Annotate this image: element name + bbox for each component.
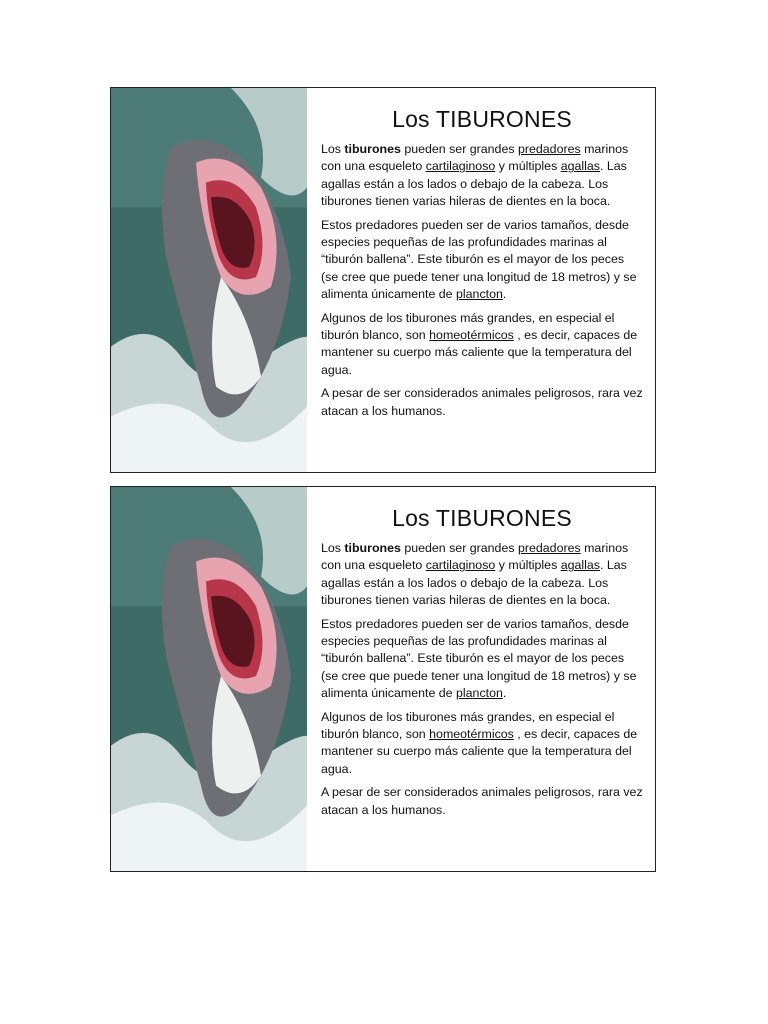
paragraph-danger: A pesar de ser considerados animales peligrosos, rara vez atacan a los humanos. — [321, 386, 643, 418]
shark-photo — [111, 88, 307, 472]
paragraph-danger: A pesar de ser considerados animales peligrosos, rara vez atacan a los humanos. — [321, 785, 643, 817]
paragraph-sizes: Estos predadores pueden ser de varios tamaños, desde especies pequeñas de las profundidades marinas al “tiburón ballena”. Este tiburón es el mayor de los peces (se cree que puede tener una longitud de 18 metros) y se alimenta únicamente de plancton. — [321, 616, 637, 701]
paragraph-sizes: Estos predadores pueden ser de varios tamaños, desde especies pequeñas de las profundidades marinas al “tiburón ballena”. Este tiburón es el mayor de los peces (se cree que puede tener una longitud de 18 metros) y se alimenta únicamente de plancton. — [321, 217, 637, 302]
card-title: Los TIBURONES — [392, 505, 572, 531]
shark-info-card — [110, 486, 656, 872]
paragraph-homeothermic: Algunos de los tiburones más grandes, en especial el tiburón blanco, son homeotérmicos , es decir, capaces de mantener su cuerpo más caliente que la temperatura del agua. — [321, 310, 638, 377]
paragraph-intro: Los tiburones pueden ser grandes predadores marinos con una esqueleto cartilaginoso y múltiples agallas. Las agallas están a los lados o debajo de la cabeza. Los tiburones tienen varias hileras de dientes en la boca. — [321, 142, 629, 209]
shark-photo — [111, 487, 307, 871]
paragraph-homeothermic: Algunos de los tiburones más grandes, en especial el tiburón blanco, son homeotérmicos , es decir, capaces de mantener su cuerpo más caliente que la temperatura del agua. — [321, 709, 638, 776]
card-title: Los TIBURONES — [392, 106, 572, 132]
paragraph-intro: Los tiburones pueden ser grandes predadores marinos con una esqueleto cartilaginoso y múltiples agallas. Las agallas están a los lados o debajo de la cabeza. Los tiburones tienen varias hileras de dientes en la boca. — [321, 541, 629, 608]
shark-info-card — [110, 87, 656, 473]
